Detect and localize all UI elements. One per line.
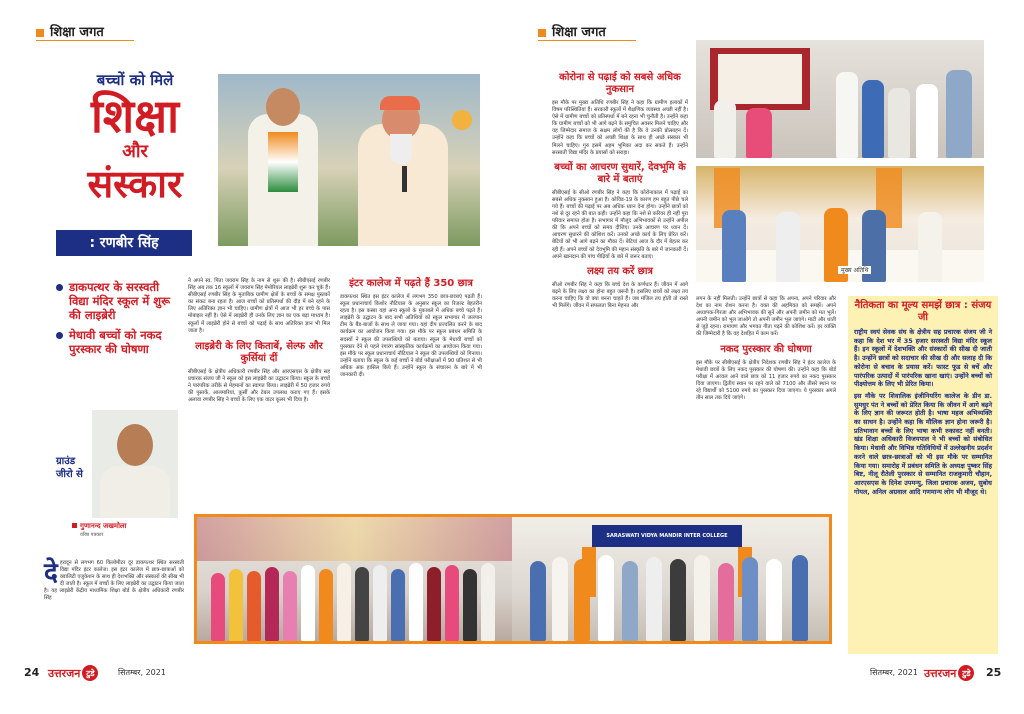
title-top: बच्चों को मिले <box>96 71 174 89</box>
page-number-right: 25 <box>986 666 1002 679</box>
header-rule-right <box>538 40 636 41</box>
footer-left <box>0 664 512 684</box>
author-role: वरिष्ठ पत्रकार <box>80 532 104 538</box>
logo-badge-icon: टुडे <box>958 665 974 681</box>
intro-paragraph: दे हरादून से लगभग 60 किलोमीटर दूर डाकपत्थर स्थित सरस्वती विद्या मंदिर इंटर कालेज। इस इंटर कालेज में छात्र-छात्राओं को क्वालिटी एजुकेशन के साथ ही देशभक्ति और संस्कारों की सीख भी दी जाती है। स्कूल में बच्चों के लिए लाइब्रेरी का उद्घाटन किया जाता है। यह लाइब्रेरी केंद्रीय माध्यमिक शिक्षा बोर्ड के क्षेत्रीय अधिकारी रणबीर सिंह <box>44 558 184 602</box>
section-header-left: शिक्षा जगत <box>36 22 104 40</box>
top-photo-speaker <box>218 74 480 246</box>
bullet-dot-icon <box>56 332 63 339</box>
magazine-logo-right: उत्तरजन टुडे <box>924 665 974 681</box>
section-header-right: शिक्षा जगत <box>538 22 606 40</box>
col2-heading: लाइब्रेरी के लिए किताबें, सेल्फ और कुर्सियां दीं <box>195 340 323 364</box>
column-2: ने अपने स्व. पिता जयराम सिंह के नाम से शुरू की है। सीबीएसई रणबीर सिंह अब तक 16 स्कूलों में जयराम सिंह मेमोरियल लाइब्रेरी शुरू कर चुके हैं। सीबीएसई रणबीर सिंह के मुताबिक ग्रामीण क्षेत्रों के बच्चों के समक्ष पुस्तकों का संकट बना रहता है। आज बच्चों को प्रतिस्पर्धा की दौड़ में बने रहने के लिए अतिरिक्त ज्ञान भी चाहिए। ग्रामीण क्षेत्रों में आज भी हर बच्चे के पास मोबाइल नहीं है। ऐसे में लाइब्रेरी ही उनके लिए ज्ञान का एक बड़ा माध्यम है। स्कूलों में लाइब्रेरी होने से बच्चों को पढ़ाई के साथ अतिरिक्त ज्ञान भी मिल जाता है। लाइब्रेरी के लिए किताबें, सेल्फ और कुर्सियां दीं सीबीएसई के क्षेत्रीय अधिकारी रणबीर सिंह और आरएसएस के क्षेत्रीय सह प्रचारक संजय जी ने स्कूल को इस लाइब्रेरी का उद्घाटन किया। स्कूल के बच्चों ने पारंपरिक तरीके से मेहमानों का स्वागत किया। लाइब्रेरी में 50 हजार रुपये की पुस्तकें, आलमारियां, कुर्सी और टेबल उपलब्ध कराए गए हैं। इसके अलावा रणबीर सिंह ने बच्चों के लिए एक वाटर कूलर भी दिया है। <box>188 278 330 404</box>
date-right: सितम्बर, 2021 <box>870 668 918 677</box>
magazine-logo-left: उत्तरजन टुडे <box>48 665 98 681</box>
group-photo-left <box>194 514 512 644</box>
heading-corona: कोरोना से पढ़ाई को सबसे अधिक नुकसान <box>559 72 681 95</box>
ground-zero-label: ग्राउंड जीरो से <box>56 456 83 480</box>
title-main: शिक्षा <box>90 89 180 143</box>
bullet-item: मेधावी बच्चों को नकद पुरस्कार की घोषणा <box>56 328 178 356</box>
right-column-a: कोरोना से पढ़ाई को सबसे अधिक नुकसान इस मौके पर मुख्य अतिथि रणबीर सिंह ने कहा कि ग्रामीण इलाकों में विषम परिस्थितियां हैं। सरकारी स्कूलों में शैक्षणिक व्यवस्था अच्छी नहीं है। ऐसे में ग्रामीण बच्चों को प्रतिस्पर्धा में बने रहना भी चुनौती है। उन्होंने कहा कि ग्रामीण बच्चों को भी आगे बढ़ने के समुचित अवसर मिलने चाहिए और यह जिम्मेदार समाज के सक्षम लोगों की है कि वे उनकी प्रोत्साहन दें। उन्होंने कहा कि बच्चों को अच्छी शिक्षा के साथ ही अच्छे संस्कार भी मिलने चाहिए। गुरु इसमें अहम भूमिका अदा कर सकते हैं। उन्होंने सरस्वती विद्या मंदिर के प्रयासों को सराहा। बच्चों का आचरण सुधारें, देवभूमि के बारे में बताएं सीबीएसई के सीओ रणबीर सिंह ने कहा कि कोरोनाकाल में पढ़ाई का सबसे अधिक नुकसान हुआ है। कोविड-19 के कारण हम बहुत पीछे चले गये हैं। बच्चों की पढ़ाई पर अब अधिक ध्यान देना होगा। उन्होंने छात्रों को नशे से दूर रहने की बात कही। उन्होंने कहा कि नशे से करियर ही नहीं पूरा परिवार समाप्त होता है। सभागार में मौजूद अभिभावकों से उन्होंने अपील की कि अपने बच्चों को समय दीजिए। उनके आचरण पर ध्यान दें। आचरण सुधारने की कोशिश करें। उनको अच्छे कार्य के लिए प्रेरित करें। बेटियों को भी आगे बढ़ने का मौका दें। बेटियां आज के दौर में बेहतर कर रही हैं। अपने बच्चों को देवभूमि की महान संस्कृति के बारे में जानकारी दें। अपने खानदान की पांच पीढ़ियों के बारे में जरूर बताएं। लक्ष्य तय करें छात्र सीओ रणबीर सिंह ने कहा कि बच्चे देश के कर्णधार हैं। जीवन में आगे बढ़ने के लिए लक्ष्य का होना बहुत जरूरी है। इसलिए छात्रों को लक्ष्य तय करना चाहिए कि वो क्या बनना चाहते हैं। जब मंजिल तय होती तो रास्ते भी मिलेंगे। जीवन में सफलता बिना मेहनत और <box>552 72 688 309</box>
column-3: इंटर कालेज में पढ़ते हैं 350 छात्र डाकपत्थर स्थित इस इंटर कालेज में लगभग 350 छात्र-छात्राएं पढ़ती हैं। स्कूल प्रधानाचार्य किशोर नौटियाल के अनुसार स्कूल का रिजल्ट बेहतरीन रहता है। इस कस्बा यहां अन्य स्कूलों के मुकाबले में अधिक बच्चे पढ़ते हैं। लाइब्रेरी के उद्घाटन के बाद सभी अतिथियों को स्कूल सभागार में जलपान टीम के बैंड-बाजों के साथ ले जाया गया। यहां दीप प्रज्वलित करने के बाद कार्यक्रम का आयोजन किया गया। इस मौके पर स्कूल प्रबंधन समिति के सदस्यों ने स्कूल की उपलब्धियों को बताया। स्कूल के मेधावी बच्चों को पुरस्कार देने से पहले रंगारंग सांस्कृतिक कार्यक्रमों का आयोजन किया गया। इस मौके पर स्कूल प्रधानाचार्य नौटियाल ने स्कूल की उपलब्धियों को गिनाया। उन्होंने बताया कि स्कूल के कई बच्चों ने बोर्ड परीक्षाओं में 90 प्रतिशत से भी अधिक अंक हासिल किये हैं। उन्होंने स्कूल के संचालन के बारे में भी जानकारी दी। <box>340 278 482 379</box>
sidebar-box <box>848 296 998 654</box>
logo-badge-icon: टुडे <box>82 665 98 681</box>
right-column-b: लगन के नहीं मिलती। उन्होंने छात्रों से कहा कि अपना, अपने परिवार और देश का नाम रोशन करना है। वक्त की अहमियत को समझें। अपने अध्यापक-गिरजा और अभिभावक की सुनें और अपनी जमीन को मत भूलें। अपनी जमीन को भूल जाओगे तो अपनी जमीन भूल जाएंगे। माटी और थाती से जुड़े रहना। रामायण और भगवत गीता पढ़ने की कोशिश करें। हर व्यक्ति की जिम्मेदारी है कि वह देशहित में काम करें। नकद पुरस्कार की घोषणा इस मौके पर सीबीएसई के क्षेत्रीय निदेशक रणबीर सिंह ने इंटर कालेज के मेधावी छात्रों के लिए नकद पुरस्कार की घोषणा की। उन्होंने कहा कि बोर्ड परीक्षा में अव्वल आने वाले छात्र को 11 हजार रुपये का नकद पुरस्कार दिया जाएगा। द्वितीय स्थान पर रहने वाले को 7100 और तीसरे स्थान पर रहे विद्यार्थी को 5100 रुपये का पुरस्कार दिया जाएगा। ये पुरस्कार अगले तीन साल तक दिये जाएंगे। <box>696 296 836 402</box>
college-banner: SARASWATI VIDYA MANDIR INTER COLLEGE <box>592 525 742 547</box>
box-paragraph-2: इस मौके पर शिवालिक इंजीनियरिंग कालेज के डीन डा. सुमधुर पंत ने बच्चों को प्रेरित किया कि जीवन में आगे बढ़ने के लिए ज्ञान की जरूरत होती है। भाषा महज अभिव्यक्ति का साधन है। उन्होंने कहा कि मौलिक ज्ञान होना जरूरी है। प्रतिभावान बच्चों के लिए भाषा कभी रुकावट नहीं बनती। खंड शिक्षा अधिकारी विजयपाल ने भी बच्चों को संबोधित किया। मेधावी और विभिन्न गतिविधियों में उल्लेखनीय प्रदर्शन करने वाले छात्र-छात्राओं को भी इस मौके पर सम्मानित किया गया। समारोह में प्रबंधन समिति के अध्यक्ष पुष्कर सिंह बिष्ट, नीलू रौतेली पुरस्कार से सम्मानित राजकुमारी चौहान, आरएसएस के दिनेश उपमन्यु, जिला प्रचारक अजय, सुबोध गोयल, अनिल अग्रवाल आदि गणमान्य लोग भी मौजूद थे। <box>854 391 992 496</box>
box-heading: नैतिकता का मूल्य समझें छात्र : संजय जी <box>854 300 992 323</box>
box-paragraph-1: राष्ट्रीय स्वयं सेवक संघ के क्षेत्रीय सह प्रचारक संजय जी ने कहा कि देश भर में 35 हजार सरस्वती विद्या मंदिर स्कूल हैं। इन स्कूलों में देशभक्ति और संस्कारों की सीख दी जाती है। उन्होंने छात्रों को सदाचार की सीख दी और सलाह दी कि कोरोना से बचाव के प्रयास करें। फास्ट फूड से बचें और पारंपरिक उत्पादों में पारंपरिक खाना खाएं। उन्होंने बच्चों को पीक्ष्योत्तम के लिए भी प्रेरित किया। <box>854 328 992 389</box>
page-number-left: 24 <box>24 666 40 679</box>
heading-goal: लक्ष्य तय करें छात्र <box>587 265 653 277</box>
highlight-bullets <box>56 280 178 362</box>
title-and: और <box>122 141 148 162</box>
title-sub: संस्कार <box>87 162 183 206</box>
bullet-dot-icon <box>56 284 63 291</box>
heading-conduct: बच्चों का आचरण सुधारें, देवभूमि के बारे में बताएं <box>554 161 686 185</box>
header-rule-left <box>36 40 134 41</box>
chief-guest-placard: मुख्य अतिथि <box>838 266 871 274</box>
col3-heading: इंटर कालेज में पढ़ते हैं 350 छात्र <box>349 278 473 289</box>
bullet-item: डाकपत्थर के सरस्वती विद्या मंदिर स्कूल में शुरू की लाइब्रेरी <box>56 280 178 322</box>
author-photo <box>92 410 178 518</box>
dropcap: दे <box>44 558 58 588</box>
author-name: गुणानन्द जखमोला <box>72 522 192 531</box>
footer-right <box>512 664 1024 684</box>
group-photo-right <box>512 514 832 644</box>
photo-ribbon-cutting <box>696 40 984 158</box>
heading-cash-prize: नकद पुरस्कार की घोषणा <box>720 343 812 355</box>
date-left: सितम्बर, 2021 <box>118 668 166 677</box>
photo-stage <box>696 166 984 282</box>
byline-bar: : रणबीर सिंह <box>56 230 192 256</box>
right-page <box>512 0 1024 714</box>
